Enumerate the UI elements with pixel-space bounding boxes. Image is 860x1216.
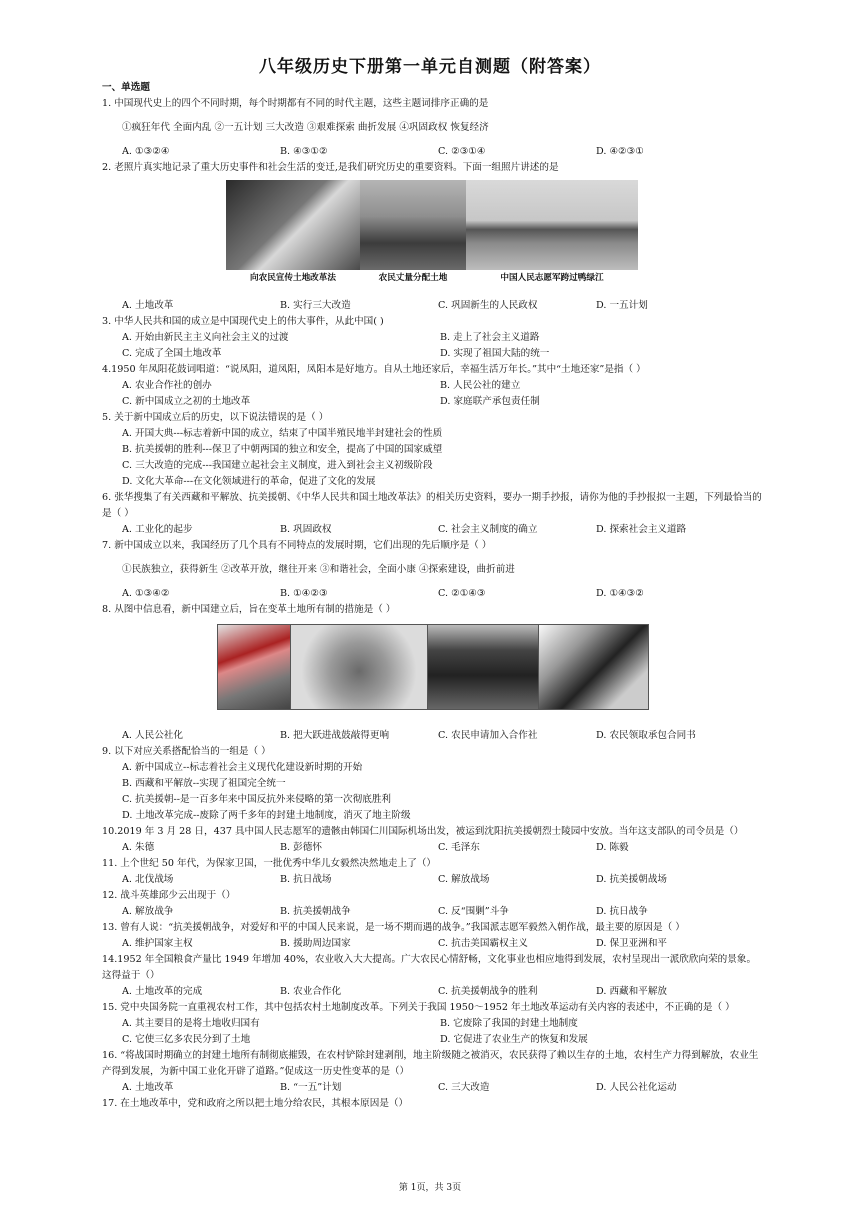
document-title: 八年级历史下册第一单元自测题（附答案）	[259, 57, 601, 77]
photo-contract-signing	[539, 625, 648, 709]
photo-people-commune	[218, 625, 290, 709]
question-12	[102, 888, 762, 920]
options	[102, 378, 762, 410]
option-c: C. 抗美援朝--是一百多年来中国反抗外来侵略的第一次彻底胜利	[122, 794, 392, 805]
photo-crossing-yalu-river	[466, 180, 638, 270]
question-9	[102, 744, 762, 824]
question-2	[102, 160, 762, 314]
option-a: A. 开国大典---标志着新中国的成立，结束了中国半殖民地半封建社会的性质	[122, 428, 443, 439]
option-c: C. 抗美援朝战争的胜利	[438, 986, 538, 997]
option-d: D. 陈毅	[596, 842, 629, 853]
option-a: A. 解放战争	[122, 906, 174, 917]
section-heading: 一、单选题	[102, 82, 150, 93]
option-b: B. 把大跃进战鼓敲得更响	[280, 730, 390, 741]
option-a: A. 人民公社化	[122, 730, 183, 741]
options	[102, 1016, 762, 1048]
question-stem: 14.1952 年全国粮食产量比 1949 年增加 40%，农业收入大大提高。广大农民心情舒畅，文化事业也相应地得到发展，农村呈现出一派欣欣向荣的景象。这得益于（）	[102, 954, 757, 981]
photo-caption: 向农民宣传土地改革法	[250, 273, 336, 283]
photo-panel-3	[466, 180, 638, 286]
options	[102, 522, 762, 538]
photo-great-leap-drum	[291, 625, 427, 709]
option-b: B. 农业合作化	[280, 986, 342, 997]
photo-caption: 农民丈量分配土地	[378, 273, 448, 283]
question-6	[102, 490, 762, 538]
question-3	[102, 314, 762, 362]
question-stem: 9. 以下对应关系搭配恰当的一组是（ ）	[102, 746, 271, 757]
option-c: C. 三大改造的完成---我国建立起社会主义制度，进入到社会主义初级阶段	[122, 460, 433, 471]
option-b: B. 人民公社的建立	[440, 380, 521, 391]
option-c: C. 农民申请加入合作社	[438, 730, 538, 741]
option-b: B. 它废除了我国的封建土地制度	[440, 1018, 578, 1029]
option-b: B. 实行三大改造	[280, 300, 351, 311]
options	[102, 936, 762, 952]
options	[102, 586, 762, 602]
option-b: B. 抗日战场	[280, 874, 332, 885]
option-b: B. ①④②③	[280, 588, 328, 599]
option-c: C. 它使三亿多农民分到了土地	[122, 1034, 251, 1045]
photo-land-measuring	[360, 180, 466, 270]
option-b: B. 走上了社会主义道路	[440, 332, 540, 343]
option-b: B. 抗美援朝战争	[280, 906, 351, 917]
option-d: D. 一五计划	[596, 300, 648, 311]
option-b: B. 彭德怀	[280, 842, 322, 853]
question-stem: 13. 曾有人说：“抗美援朝战争，对爱好和平的中国人民来说，是一场不期而遇的战争。”我国派志愿军毅然入朝作战，最主要的原因是（ ）	[102, 922, 685, 933]
option-d: D. 人民公社化运动	[596, 1082, 677, 1093]
option-a: A. 土地改革	[122, 1082, 174, 1093]
options	[102, 1080, 762, 1096]
option-a: A. 工业化的起步	[122, 524, 193, 535]
option-c: C. ②①④③	[438, 588, 486, 599]
photo-land-reform-propaganda	[226, 180, 360, 270]
option-c: C. 毛泽东	[438, 842, 480, 853]
option-a: A. 开始由新民主主义向社会主义的过渡	[122, 332, 289, 343]
question-14	[102, 952, 762, 1000]
option-c: C. 抗击美国霸权主义	[438, 938, 528, 949]
option-c: C. 反“围剿”斗争	[438, 906, 509, 917]
options	[102, 904, 762, 920]
option-d: D. 文化大革命---在文化领域进行的革命，促进了文化的发展	[122, 476, 376, 487]
question-stem: 11. 上个世纪 50 年代，为保家卫国，一批优秀中华儿女毅然决然地走上了（）	[102, 858, 437, 869]
options	[102, 330, 762, 362]
question-list	[102, 80, 762, 1112]
question-13	[102, 920, 762, 952]
photo-strip	[217, 624, 649, 710]
option-d: D. 保卫亚洲和平	[596, 938, 668, 949]
question-stem: 7. 新中国成立以来，我国经历了几个具有不同特点的发展时期，它们出现的先后顺序是（ ）	[102, 540, 492, 551]
option-a: A. 其主要目的是将土地收归国有	[122, 1018, 260, 1029]
question-stem: 1. 中国现代史上的四个不同时期，每个时期都有不同的时代主题，这些主题词排序正确的是	[102, 98, 489, 109]
question-7	[102, 538, 762, 602]
option-c: C. 三大改造	[438, 1082, 490, 1093]
question-stem: 12. 战斗英雄邱少云出现于（）	[102, 890, 236, 901]
option-c: C. 解放战场	[438, 874, 490, 885]
question-4	[102, 362, 762, 410]
page-footer: 第 1页，共 3页	[398, 1183, 462, 1193]
options	[102, 760, 762, 824]
options	[102, 298, 762, 314]
option-a: A. 土地改革的完成	[122, 986, 203, 997]
option-b: B. 巩固政权	[280, 524, 332, 535]
question-8	[102, 602, 762, 744]
option-a: A. 农业合作社的创办	[122, 380, 212, 391]
option-d: D. 农民领取承包合同书	[596, 730, 696, 741]
question-stem: 15. 党中央国务院一直重视农村工作，其中包括农村土地制度改革。下列关于我国 1950～1952 年土地改革运动有关内容的表述中，不正确的是（ ）	[102, 1002, 735, 1013]
option-b: B. 抗美援朝的胜利---保卫了中朝两国的独立和安全，提高了中国的国家威望	[122, 444, 443, 455]
question-stem: 5. 关于新中国成立后的历史，以下说法错误的是（ ）	[102, 412, 329, 423]
question-5	[102, 410, 762, 490]
option-c: C. 巩固新生的人民政权	[438, 300, 538, 311]
question-17	[102, 1096, 762, 1112]
question-stem: 6. 张华搜集了有关西藏和平解放、抗美援朝、《中华人民共和国土地改革法》的相关历史资料，要办一期手抄报，请你为他的手抄报拟一主题，下列最恰当的是（ ）	[102, 492, 762, 519]
option-d: D. 土地改革完成--废除了两千多年的封建土地制度，消灭了地主阶级	[122, 810, 411, 821]
option-c: C. 新中国成立之初的土地改革	[122, 396, 251, 407]
question-15	[102, 1000, 762, 1048]
question-stem: 8. 从图中信息看，新中国建立后，旨在变革土地所有制的措施是（ ）	[102, 604, 396, 615]
option-b: B. 西藏和平解放--实现了祖国完全统一	[122, 778, 286, 789]
option-b: B. “一五”计划	[280, 1082, 342, 1093]
question-16	[102, 1048, 762, 1096]
option-d: D. ①④③②	[596, 588, 644, 599]
option-a: A. 土地改革	[122, 300, 174, 311]
question-stem: 10.2019 年 3 月 28 日，437 具中国人民志愿军的遗骸由韩国仁川国际机场出发，被运到沈阳抗美援朝烈士陵园中安放。当年这支部队的司令员是（）	[102, 826, 744, 837]
option-d: D. ④②③①	[596, 146, 644, 157]
question-items: ①民族独立，获得新生 ②改革开放，继往开来 ③和谐社会，全面小康 ④探索建设，曲折前进	[122, 564, 515, 575]
question-stem: 4.1950 年凤阳花鼓词唱道：“说凤阳，道凤阳，凤阳本是好地方。自从土地还家后，幸福生活万年长。”其中“土地还家”是指（ ）	[102, 364, 646, 375]
option-a: A. ①③④②	[122, 588, 170, 599]
option-b: B. 援助周边国家	[280, 938, 351, 949]
photo-cooperative-application	[428, 625, 538, 709]
option-a: A. 朱德	[122, 842, 155, 853]
option-a: A. 新中国成立--标志着社会主义现代化建设新时期的开始	[122, 762, 363, 773]
option-a: A. ①③②④	[122, 146, 170, 157]
question-1	[102, 96, 762, 160]
options	[102, 984, 762, 1000]
options	[102, 840, 762, 856]
question-stem: 16. “将战国时期确立的封建土地所有制彻底摧毁，在农村铲除封建剥削，地主阶级随之被消灭，农民获得了赖以生存的土地，农村生产力得到解放，农业生产得到发展，为新中国工业化开辟了道路。”促成这一历史性变革的是（）	[102, 1050, 759, 1077]
option-b: B. ④③①②	[280, 146, 328, 157]
options	[102, 728, 762, 744]
option-c: C. 完成了全国土地改革	[122, 348, 222, 359]
options	[102, 144, 762, 160]
photo-panel-1	[226, 180, 360, 286]
option-d: D. 探索社会主义道路	[596, 524, 687, 535]
option-d: D. 它促进了农业生产的恢复和发展	[440, 1034, 588, 1045]
question-stem: 17. 在土地改革中，党和政府之所以把土地分给农民，其根本原因是（）	[102, 1098, 409, 1109]
option-a: A. 维护国家主权	[122, 938, 193, 949]
options	[102, 872, 762, 888]
option-d: D. 抗美援朝战场	[596, 874, 668, 885]
option-c: C. 社会主义制度的确立	[438, 524, 538, 535]
option-d: D. 西藏和平解放	[596, 986, 668, 997]
option-c: C. ②③①④	[438, 146, 486, 157]
question-items: ①疯狂年代 全面内乱 ②一五计划 三大改造 ③艰难探索 曲折发展 ④巩固政权 恢复经济	[122, 122, 489, 133]
option-d: D. 抗日战争	[596, 906, 648, 917]
question-11	[102, 856, 762, 888]
question-10	[102, 824, 762, 856]
question-stem: 2. 老照片真实地记录了重大历史事件和社会生活的变迁,是我们研究历史的重要资料。下面一组照片讲述的是	[102, 162, 559, 173]
photo-panel-2	[360, 180, 466, 286]
option-d: D. 实现了祖国大陆的统一	[440, 348, 550, 359]
question-stem: 3. 中华人民共和国的成立是中国现代史上的伟大事件，从此中国( )	[102, 316, 384, 327]
options	[102, 426, 762, 490]
photo-caption: 中国人民志愿军跨过鸭绿江	[500, 273, 604, 283]
photo-strip	[102, 180, 762, 286]
option-a: A. 北伐战场	[122, 874, 174, 885]
option-d: D. 家庭联产承包责任制	[440, 396, 540, 407]
